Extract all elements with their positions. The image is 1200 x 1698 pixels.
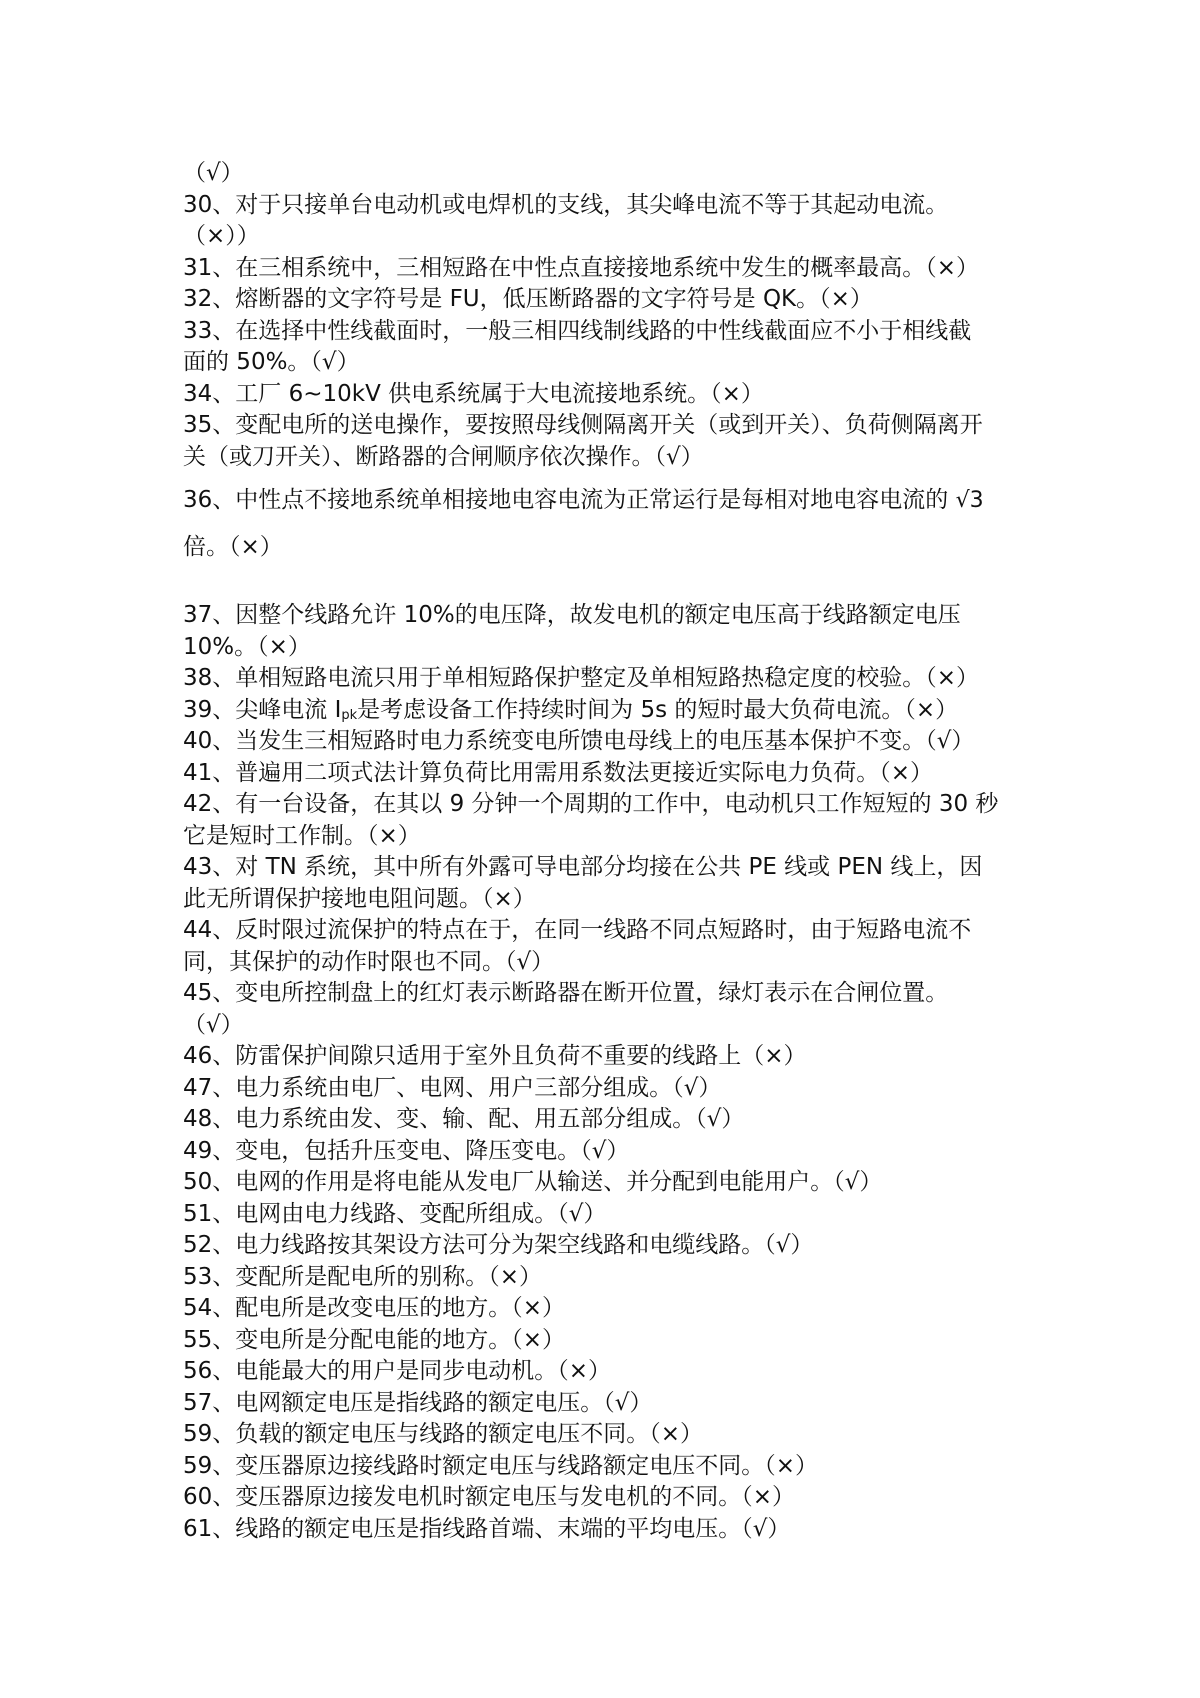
text-line: 它是短时工作制。（×） (183, 822, 421, 849)
text-line: 倍。（×） (183, 534, 283, 560)
q39-subscript: pk (341, 707, 358, 723)
text-line: 此无所谓保护接地电阻问题。（×） (183, 885, 536, 912)
text-line: 46、防雷保护间隙只适用于室外且负荷不重要的线路上（×） (183, 1043, 807, 1069)
text-line: 61、线路的额定电压是指线路首端、末端的平均电压。（√） (183, 1515, 791, 1542)
q39-prefix: 39、尖峰电流 I (183, 696, 342, 723)
text-line: 59、负载的额定电压与线路的额定电压不同。（×） (183, 1421, 704, 1447)
sqrt-three: √3 (955, 488, 984, 513)
text-line: 53、变配所是配电所的别称。（×） (183, 1263, 543, 1290)
q39-suffix: 是考虑设备工作持续时间为 5s 的短时最大负荷电流。（×） (357, 696, 959, 723)
text-line: 59、变压器原边接线路时额定电压与线路额定电压不同。（×） (183, 1452, 819, 1479)
text-line: （√） (183, 1011, 244, 1038)
text-line: 56、电能最大的用户是同步电动机。（×） (183, 1358, 612, 1384)
q36-text: 36、中性点不接地系统单相接地电容电流为正常运行是每相对地电容电流的 (183, 487, 956, 513)
text-line: 57、电网额定电压是指线路的额定电压。（√） (183, 1389, 653, 1416)
text-line: 45、变电所控制盘上的红灯表示断路器在断开位置，绿灯表示在合闸位置。 (183, 980, 949, 1006)
text-line: 33、在选择中性线截面时，一般三相四线制线路的中性线截面应不小于相线截 (183, 317, 972, 344)
text-line (183, 477, 1043, 524)
block-1 (183, 158, 1043, 473)
text-line: 50、电网的作用是将电能从发电厂从输送、并分配到电能用户。（√） (183, 1169, 883, 1195)
text-line: 37、因整个线路允许 10%的电压降，故发电机的额定电压高于线路额定电压 (183, 602, 961, 628)
document-page (183, 158, 1043, 1545)
text-line: 51、电网由电力线路、变配所组成。（√） (183, 1200, 607, 1227)
text-line: 面的 50%。（√） (183, 349, 360, 375)
question-36 (183, 477, 1043, 570)
text-line: 52、电力线路按其架设方法可分为架空线路和电缆线路。（√） (183, 1232, 814, 1258)
text-line: 40、当发生三相短路时电力系统变电所馈电母线上的电压基本保护不变。（√） (183, 728, 975, 754)
question-39 (183, 695, 1043, 727)
text-line: 44、反时限过流保护的特点在于，在同一线路不同点短路时，由于短路电流不 (183, 917, 972, 943)
text-line: 38、单相短路电流只用于单相短路保护整定及单相短路热稳定度的校验。（×） (183, 665, 980, 691)
text-line: 41、普遍用二项式法计算负荷比用需用系数法更接近实际电力负荷。（×） (183, 759, 934, 786)
text-line: 48、电力系统由发、变、输、配、用五部分组成。（√） (183, 1106, 745, 1132)
block-2 (183, 600, 1043, 726)
text-line: 49、变电，包括升压变电、降压变电。（√） (183, 1137, 630, 1164)
text-line: 32、熔断器的文字符号是 FU，低压断路器的文字符号是 QK。（×） (183, 286, 873, 312)
text-line: （√） (183, 160, 244, 186)
text-line: 10%。（×） (183, 633, 311, 660)
text-line: 55、变电所是分配电能的地方。（×） (183, 1326, 566, 1353)
text-line: 43、对 TN 系统，其中所有外露可导电部分均接在公共 PE 线或 PEN 线上，因 (183, 854, 983, 880)
text-line: 关（或刀开关）、断路器的合闸顺序依次操作。（√） (183, 443, 704, 470)
text-line: 31、在三相系统中，三相短路在中性点直接接地系统中发生的概率最高。（×） (183, 254, 980, 281)
text-line: 42、有一台设备，在其以 9 分钟一个周期的工作中，电动机只工作短短的 30 秒 (183, 791, 999, 817)
block-3 (183, 726, 1043, 1545)
text-line: 47、电力系统由电厂、电网、用户三部分组成。（√） (183, 1074, 722, 1101)
text-line: 30、对于只接单台电动机或电焊机的支线，其尖峰电流不等于其起动电流。 (183, 191, 949, 218)
spacer (183, 570, 1043, 600)
text-line: 54、配电所是改变电压的地方。（×） (183, 1295, 566, 1321)
text-line: 34、工厂 6~10kV 供电系统属于大电流接地系统。（×） (183, 380, 764, 407)
text-line: 同，其保护的动作时限也不同。（√） (183, 948, 555, 975)
text-line: 60、变压器原边接发电机时额定电压与发电机的不同。（×） (183, 1484, 796, 1510)
text-line: 35、变配电所的送电操作，要按照母线侧隔离开关（或到开关）、负荷侧隔离开 (183, 412, 983, 438)
text-line: （×）） (183, 223, 260, 249)
